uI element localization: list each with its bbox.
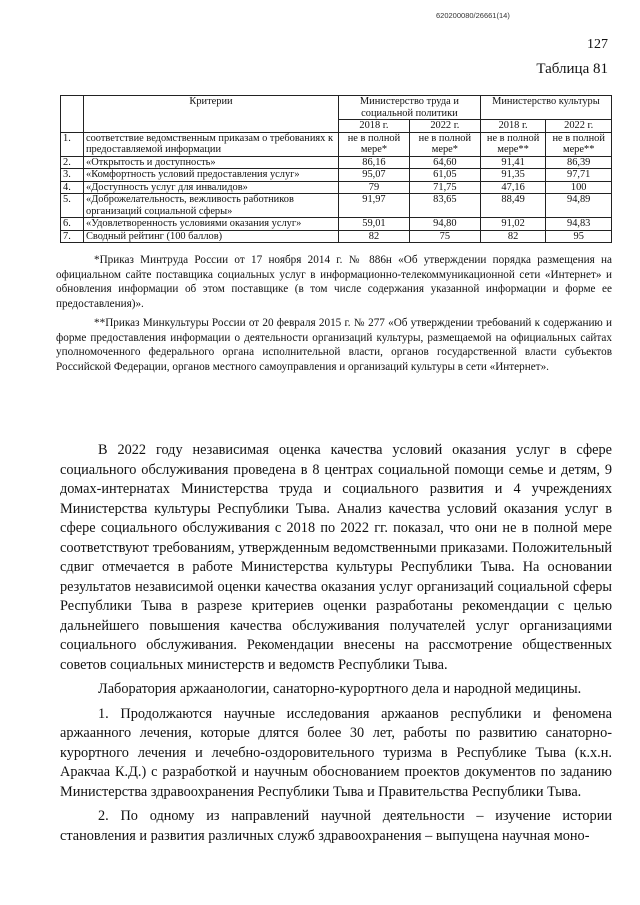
footnote-culture: **Приказ Минкультуры России от 20 февраля 2015 г. № 277 «Об утверждении требований к содержанию и форме предоставления информации о деятельности организаций культуры, размещаемой на официальных сайтах уполномоченного федерального органа исполнительной власти, органов государственной власти субъектов Российской Федерации, органов местного самоуправления и организаций культуры в сети «Интернет». (56, 316, 612, 373)
row-value: не в полной мере* (409, 132, 480, 156)
ratings-table (60, 95, 612, 243)
row-criterion: «Доступность услуг для инвалидов» (84, 181, 339, 194)
row-value: 100 (546, 181, 612, 194)
table-row (61, 194, 612, 218)
table-header-criteria: Критерии (84, 96, 339, 133)
row-value: 95 (546, 230, 612, 243)
table-row (61, 156, 612, 169)
row-value: не в полной мере** (546, 132, 612, 156)
row-value: 94,80 (409, 218, 480, 231)
row-criterion: «Комфортность условий предоставления услуг» (84, 169, 339, 182)
row-value: 91,41 (480, 156, 546, 169)
paragraph-research: 1. Продолжаются научные исследования аржаанов республики и феномена аржаанного лечения, которые длятся более 30 лет, работы по развитию санаторно-курортного лечения и лечебно-оздоровительного туризма в Республике Тыва (к.х.н. Аракчаа К.Д.) с разработкой и научным обоснованием проектов документов по заданию Министерства здравоохранения Республики Тыва и Правительства Республики Тыва. (60, 705, 612, 800)
paragraph-evaluation: В 2022 году независимая оценка качества условий оказания услуг в сфере социального обслуживания проведена в 8 центрах социальной помощи семье и детям, 9 домах-интернатах Министерства труда и социального развития и 4 учреждениях Министерства культуры Республики Тыва. Анализ качества условий оказания услуг в сфере социального обслуживания с 2018 по 2022 гг. показал, что они не в полной мере соответствуют требованиям, утвержденным ведомственными приказами. Положительный сдвиг отмечается в работе Министерства культуры Республики Тыва. На основании результатов независимой оценки качества оказания услуг организаций социальной сферы Республики Тыва в разрезе критериев оценки разработаны рекомендации с целью дальнейшего повышения качества обслуживания получателей услуг организациями социального обслуживания. Рекомендации внесены на рассмотрение общественных советов социальных министерств и ведомств Республики Тыва. (60, 442, 612, 673)
row-value: 91,97 (339, 194, 410, 218)
row-value: 82 (480, 230, 546, 243)
footnotes (56, 253, 612, 375)
table-header-year: 2022 г. (546, 120, 612, 133)
row-value: 86,16 (339, 156, 410, 169)
row-value: 83,65 (409, 194, 480, 218)
row-value: 64,60 (409, 156, 480, 169)
row-number: 2. (61, 156, 84, 169)
row-criterion: «Доброжелательность, вежливость работников организаций социальной сферы» (84, 194, 339, 218)
table-row (61, 181, 612, 194)
body-text (60, 441, 612, 846)
row-value: 79 (339, 181, 410, 194)
row-value: 61,05 (409, 169, 480, 182)
table-row (61, 230, 612, 243)
row-number: 5. (61, 194, 84, 218)
table-header-number (61, 96, 84, 133)
document-id: 620200080/26661(14) (436, 11, 510, 20)
row-value: 91,35 (480, 169, 546, 182)
table-header-year: 2022 г. (409, 120, 480, 133)
row-value: 75 (409, 230, 480, 243)
table-header-year: 2018 г. (480, 120, 546, 133)
row-number: 6. (61, 218, 84, 231)
table-header-labor-ministry: Министерство труда и социальной политики (339, 96, 481, 120)
row-number: 7. (61, 230, 84, 243)
row-value: 86,39 (546, 156, 612, 169)
row-number: 4. (61, 181, 84, 194)
row-criterion: Сводный рейтинг (100 баллов) (84, 230, 339, 243)
row-criterion: соответствие ведомственным приказам о требованиях к предоставляемой информации (84, 132, 339, 156)
table-row (61, 169, 612, 182)
table-header-year: 2018 г. (339, 120, 410, 133)
table-title: Таблица 81 (536, 61, 608, 77)
row-value: 97,71 (546, 169, 612, 182)
row-value: 71,75 (409, 181, 480, 194)
row-value: 47,16 (480, 181, 546, 194)
row-value: 94,89 (546, 194, 612, 218)
row-number: 1. (61, 132, 84, 156)
paragraph-monograph: 2. По одному из направлений научной деятельности – изучение истории становления и развития различных служб здравоохранения – выпущена научная моно- (60, 808, 612, 844)
table-header-culture-ministry: Министерство культуры (480, 96, 611, 120)
page-number: 127 (587, 37, 608, 52)
row-value: 59,01 (339, 218, 410, 231)
table-row (61, 132, 612, 156)
row-criterion: «Открытость и доступность» (84, 156, 339, 169)
footnote-labor: *Приказ Минтруда России от 17 ноября 2014 г. № 886н «Об утверждении порядка размещения на официальном сайте поставщика социальных услуг в информационно-телекоммуникационной сети «Интернет» и обновления информации об этом поставщике (в том числе содержания указанной информации и форме ее предоставления)». (56, 254, 612, 311)
row-criterion: «Удовлетворенность условиями оказания услуг» (84, 218, 339, 231)
paragraph-laboratory: Лаборатория аржаанологии, санаторно-курортного дела и народной медицины. (98, 681, 582, 697)
row-value: 91,02 (480, 218, 546, 231)
table-row (61, 218, 612, 231)
row-number: 3. (61, 169, 84, 182)
row-value: 82 (339, 230, 410, 243)
row-value: 88,49 (480, 194, 546, 218)
row-value: 95,07 (339, 169, 410, 182)
row-value: 94,83 (546, 218, 612, 231)
row-value: не в полной мере* (339, 132, 410, 156)
row-value: не в полной мере** (480, 132, 546, 156)
